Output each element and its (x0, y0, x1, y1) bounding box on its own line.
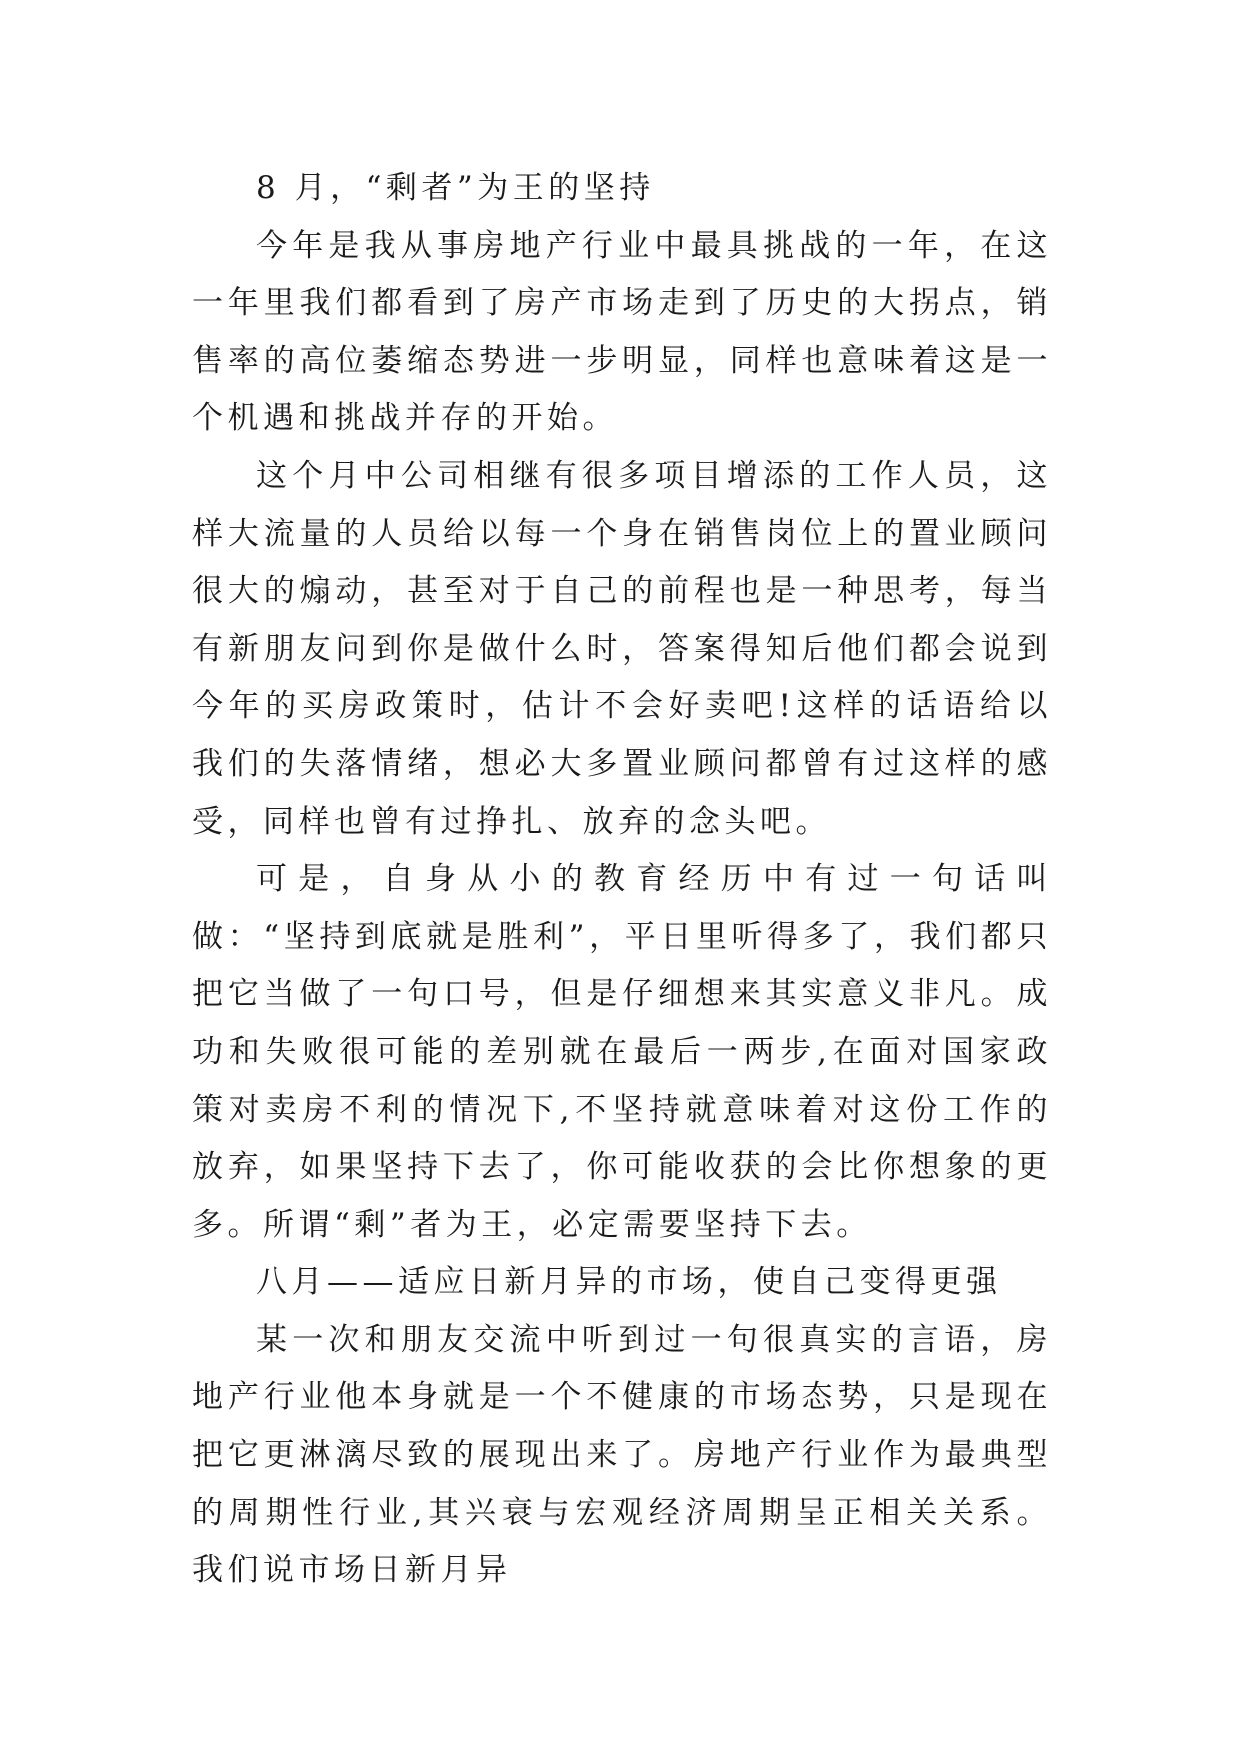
document-body (192, 160, 1052, 1600)
paragraph-market-cycle: 某一次和朋友交流中听到过一句很真实的言语，房地产行业他本身就是一个不健康的市场态势，只是现在把它更淋漓尽致的展现出来了。房地产行业作为最典型的周期性行业,其兴衰与宏观经济周期呈正相关关系。我们说市场日新月异 (192, 1321, 1052, 1589)
paragraph-staff-turnover: 这个月中公司相继有很多项目增添的工作人员，这样大流量的人员给以每一个身在销售岗位上的置业顾问很大的煽动，甚至对于自己的前程也是一种思考，每当有新朋友问到你是做什么时，答案得知后他们都会说到今年的买房政策时，估计不会好卖吧!这样的话语给以我们的失落情绪，想必大多置业顾问都曾有过这样的感受，同样也曾有过挣扎、放弃的念头吧。 (192, 457, 1052, 840)
section-heading-adapt-market: 八月——适应日新月异的市场，使自己变得更强 (256, 1264, 1002, 1301)
section-heading-august-survivor: 8 月，“剩者”为王的坚持 (256, 170, 655, 206)
paragraph-persistence: 可是，自身从小的教育经历中有过一句话叫做：“坚持到底就是胜利”，平日里听得多了，我们都只把它当做了一句口号，但是仔细想来其实意义非凡。成功和失败很可能的差别就在最后一两步,在面对国家政策对卖房不利的情况下,不坚持就意味着对这份工作的放弃，如果坚持下去了，你可能收获的会比你想象的更多。所谓“剩”者为王，必定需要坚持下去。 (192, 861, 1052, 1243)
paragraph-challenge-year: 今年是我从事房地产行业中最具挑战的一年，在这一年里我们都看到了房产市场走到了历史的大拐点，销售率的高位萎缩态势进一步明显，同样也意味着这是一个机遇和挑战并存的开始。 (192, 227, 1052, 437)
